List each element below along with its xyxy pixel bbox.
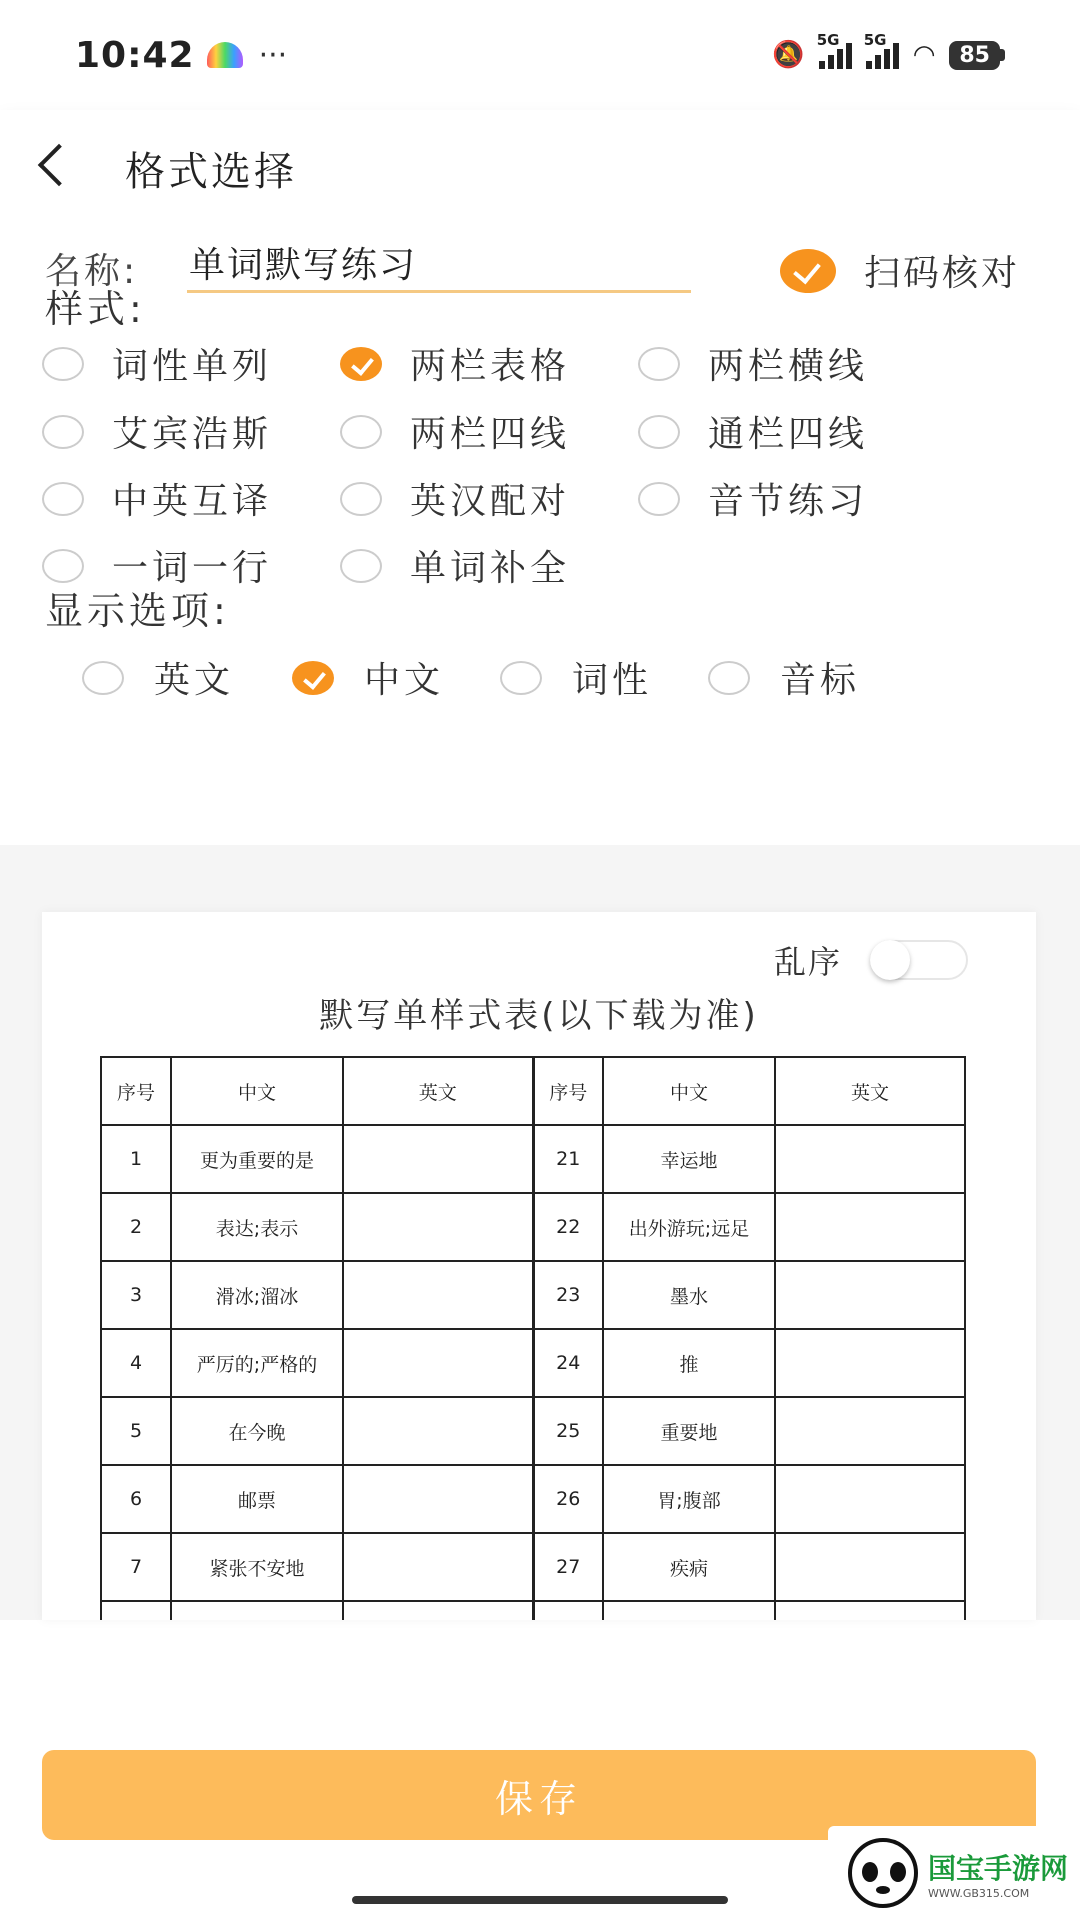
display-option-label: 英文 <box>154 660 235 701</box>
table-row <box>101 1261 965 1329</box>
english-cell <box>343 1329 533 1397</box>
app-notification-icon <box>207 42 243 68</box>
english-cell <box>343 1125 533 1193</box>
row-number: 6 <box>101 1465 171 1533</box>
row-number: 27 <box>533 1533 603 1601</box>
wifi-icon: ◠ <box>912 40 936 70</box>
table-row <box>101 1601 965 1620</box>
table-row <box>101 1465 965 1533</box>
style-option-label: 词性单列 <box>112 346 273 387</box>
toggle-knob <box>870 940 910 980</box>
home-indicator[interactable] <box>352 1896 728 1904</box>
shuffle-label: 乱序 <box>773 943 842 981</box>
chinese-cell: 胃;腹部 <box>603 1465 775 1533</box>
page-title: 格式选择 <box>125 149 297 195</box>
radio-icon <box>638 482 680 516</box>
style-option-label: 英汉配对 <box>410 481 571 522</box>
style-option-label: 通栏四线 <box>708 414 869 455</box>
style-option-label: 音节练习 <box>708 481 869 522</box>
status-bar <box>0 0 1080 110</box>
display-option-phonetic[interactable] <box>708 652 860 703</box>
table-header-row <box>101 1057 965 1125</box>
style-section-label: 样式: <box>45 287 146 331</box>
signal-icon <box>816 31 852 69</box>
display-option-label: 音标 <box>780 660 861 701</box>
chinese-cell: 更为重要的是 <box>171 1125 343 1193</box>
column-header: 英文 <box>775 1057 965 1125</box>
english-cell <box>343 1601 533 1620</box>
display-option-chinese[interactable] <box>292 652 444 703</box>
style-option-label: 两栏表格 <box>410 346 571 387</box>
style-option[interactable] <box>42 338 272 389</box>
checked-radio-icon <box>292 661 334 695</box>
row-number: 23 <box>533 1261 603 1329</box>
english-cell <box>775 1125 965 1193</box>
signal-icon <box>863 31 899 69</box>
table-row <box>101 1125 965 1193</box>
chinese-cell: 幸运地 <box>603 1125 775 1193</box>
style-option[interactable] <box>340 540 570 591</box>
column-header: 序号 <box>101 1057 171 1125</box>
watermark-logo <box>828 1826 1080 1920</box>
english-cell <box>775 1329 965 1397</box>
row-number: 4 <box>101 1329 171 1397</box>
scan-verify-checkbox[interactable] <box>780 245 1020 296</box>
english-cell <box>343 1261 533 1329</box>
style-option-label: 单词补全 <box>410 548 571 589</box>
scan-verify-label: 扫码核对 <box>864 253 1021 294</box>
radio-icon <box>42 415 84 449</box>
style-option-label: 艾宾浩斯 <box>112 414 273 455</box>
row-number: 1 <box>101 1125 171 1193</box>
chinese-cell: 严厉的;严格的 <box>171 1329 343 1397</box>
english-cell <box>775 1397 965 1465</box>
display-options <box>82 652 982 702</box>
name-input[interactable] <box>187 235 691 293</box>
display-option-label: 中文 <box>364 660 445 701</box>
style-option[interactable] <box>42 406 272 457</box>
chinese-cell: 出外游玩;远足 <box>603 1193 775 1261</box>
chinese-cell: 重要地 <box>603 1397 775 1465</box>
style-option[interactable] <box>638 406 868 457</box>
bell-off-icon: 🔕 <box>772 40 805 70</box>
english-cell <box>775 1261 965 1329</box>
english-cell <box>775 1465 965 1533</box>
row-number: 26 <box>533 1465 603 1533</box>
radio-icon <box>500 661 542 695</box>
chinese-cell <box>603 1601 775 1620</box>
chinese-cell: 紧张不安地 <box>171 1533 343 1601</box>
radio-icon <box>340 415 382 449</box>
row-number: 25 <box>533 1397 603 1465</box>
display-option-english[interactable] <box>82 652 234 703</box>
checkmark-icon <box>780 249 836 293</box>
english-cell <box>343 1533 533 1601</box>
table-row <box>101 1329 965 1397</box>
radio-icon <box>638 347 680 381</box>
style-option-label: 一词一行 <box>112 548 273 589</box>
style-option[interactable] <box>42 473 272 524</box>
radio-icon <box>82 661 124 695</box>
row-number: 5 <box>101 1397 171 1465</box>
display-section-label: 显示选项: <box>45 589 230 633</box>
chinese-cell: 墨水 <box>603 1261 775 1329</box>
row-number <box>101 1601 171 1620</box>
table-row <box>101 1533 965 1601</box>
radio-icon <box>340 482 382 516</box>
chinese-cell <box>171 1601 343 1620</box>
chinese-cell: 疾病 <box>603 1533 775 1601</box>
radio-icon <box>42 549 84 583</box>
display-option-label: 词性 <box>572 660 653 701</box>
style-option-label: 中英互译 <box>112 481 273 522</box>
status-icons <box>772 31 1005 70</box>
radio-icon <box>42 347 84 381</box>
column-header: 中文 <box>603 1057 775 1125</box>
style-option-label: 两栏四线 <box>410 414 571 455</box>
signal-1-label: 5G <box>816 31 840 49</box>
more-notifications-icon: ··· <box>258 37 288 73</box>
style-option[interactable] <box>340 473 570 524</box>
english-cell <box>343 1397 533 1465</box>
shuffle-row <box>774 937 968 983</box>
display-option-part-of-speech[interactable] <box>500 652 652 703</box>
style-option[interactable] <box>638 338 868 389</box>
checked-radio-icon <box>340 347 382 381</box>
preview-title: 默写单样式表(以下载为准) <box>319 996 759 1036</box>
english-cell <box>775 1193 965 1261</box>
settings-panel <box>0 110 1080 845</box>
watermark-name: 国宝手游网 <box>928 1851 1069 1885</box>
name-row <box>45 235 1035 315</box>
chinese-cell: 推 <box>603 1329 775 1397</box>
save-button[interactable]: 保存 <box>42 1750 1036 1840</box>
chinese-cell: 滑冰;溜冰 <box>171 1261 343 1329</box>
row-number: 21 <box>533 1125 603 1193</box>
row-number: 24 <box>533 1329 603 1397</box>
row-number <box>533 1601 603 1620</box>
word-table <box>100 1056 966 1620</box>
header <box>0 130 1080 200</box>
status-time: 10:42 <box>75 34 195 76</box>
battery-icon <box>949 41 1005 70</box>
preview-card <box>42 912 1036 1620</box>
style-option[interactable] <box>638 473 868 524</box>
signal-2-label: 5G <box>863 31 887 49</box>
radio-icon <box>42 482 84 516</box>
row-number: 2 <box>101 1193 171 1261</box>
shuffle-toggle[interactable] <box>870 940 968 980</box>
english-cell <box>775 1533 965 1601</box>
battery-level: 85 <box>949 41 1000 70</box>
radio-icon <box>638 415 680 449</box>
column-header: 英文 <box>343 1057 533 1125</box>
radio-icon <box>708 661 750 695</box>
english-cell <box>775 1601 965 1620</box>
chevron-left-icon[interactable] <box>38 144 80 186</box>
chinese-cell: 表达;表示 <box>171 1193 343 1261</box>
radio-icon <box>340 549 382 583</box>
panda-logo-icon <box>848 1838 918 1908</box>
chinese-cell: 在今晚 <box>171 1397 343 1465</box>
column-header: 序号 <box>533 1057 603 1125</box>
watermark-url: WWW.GB315.COM <box>928 1886 1030 1900</box>
column-header: 中文 <box>171 1057 343 1125</box>
name-label: 名称: <box>45 251 139 292</box>
chinese-cell: 邮票 <box>171 1465 343 1533</box>
style-option[interactable] <box>340 338 570 389</box>
row-number: 7 <box>101 1533 171 1601</box>
style-option-label: 两栏横线 <box>708 346 869 387</box>
table-row <box>101 1397 965 1465</box>
row-number: 22 <box>533 1193 603 1261</box>
table-row <box>101 1193 965 1261</box>
row-number: 3 <box>101 1261 171 1329</box>
english-cell <box>343 1193 533 1261</box>
english-cell <box>343 1465 533 1533</box>
style-option[interactable] <box>340 406 570 457</box>
